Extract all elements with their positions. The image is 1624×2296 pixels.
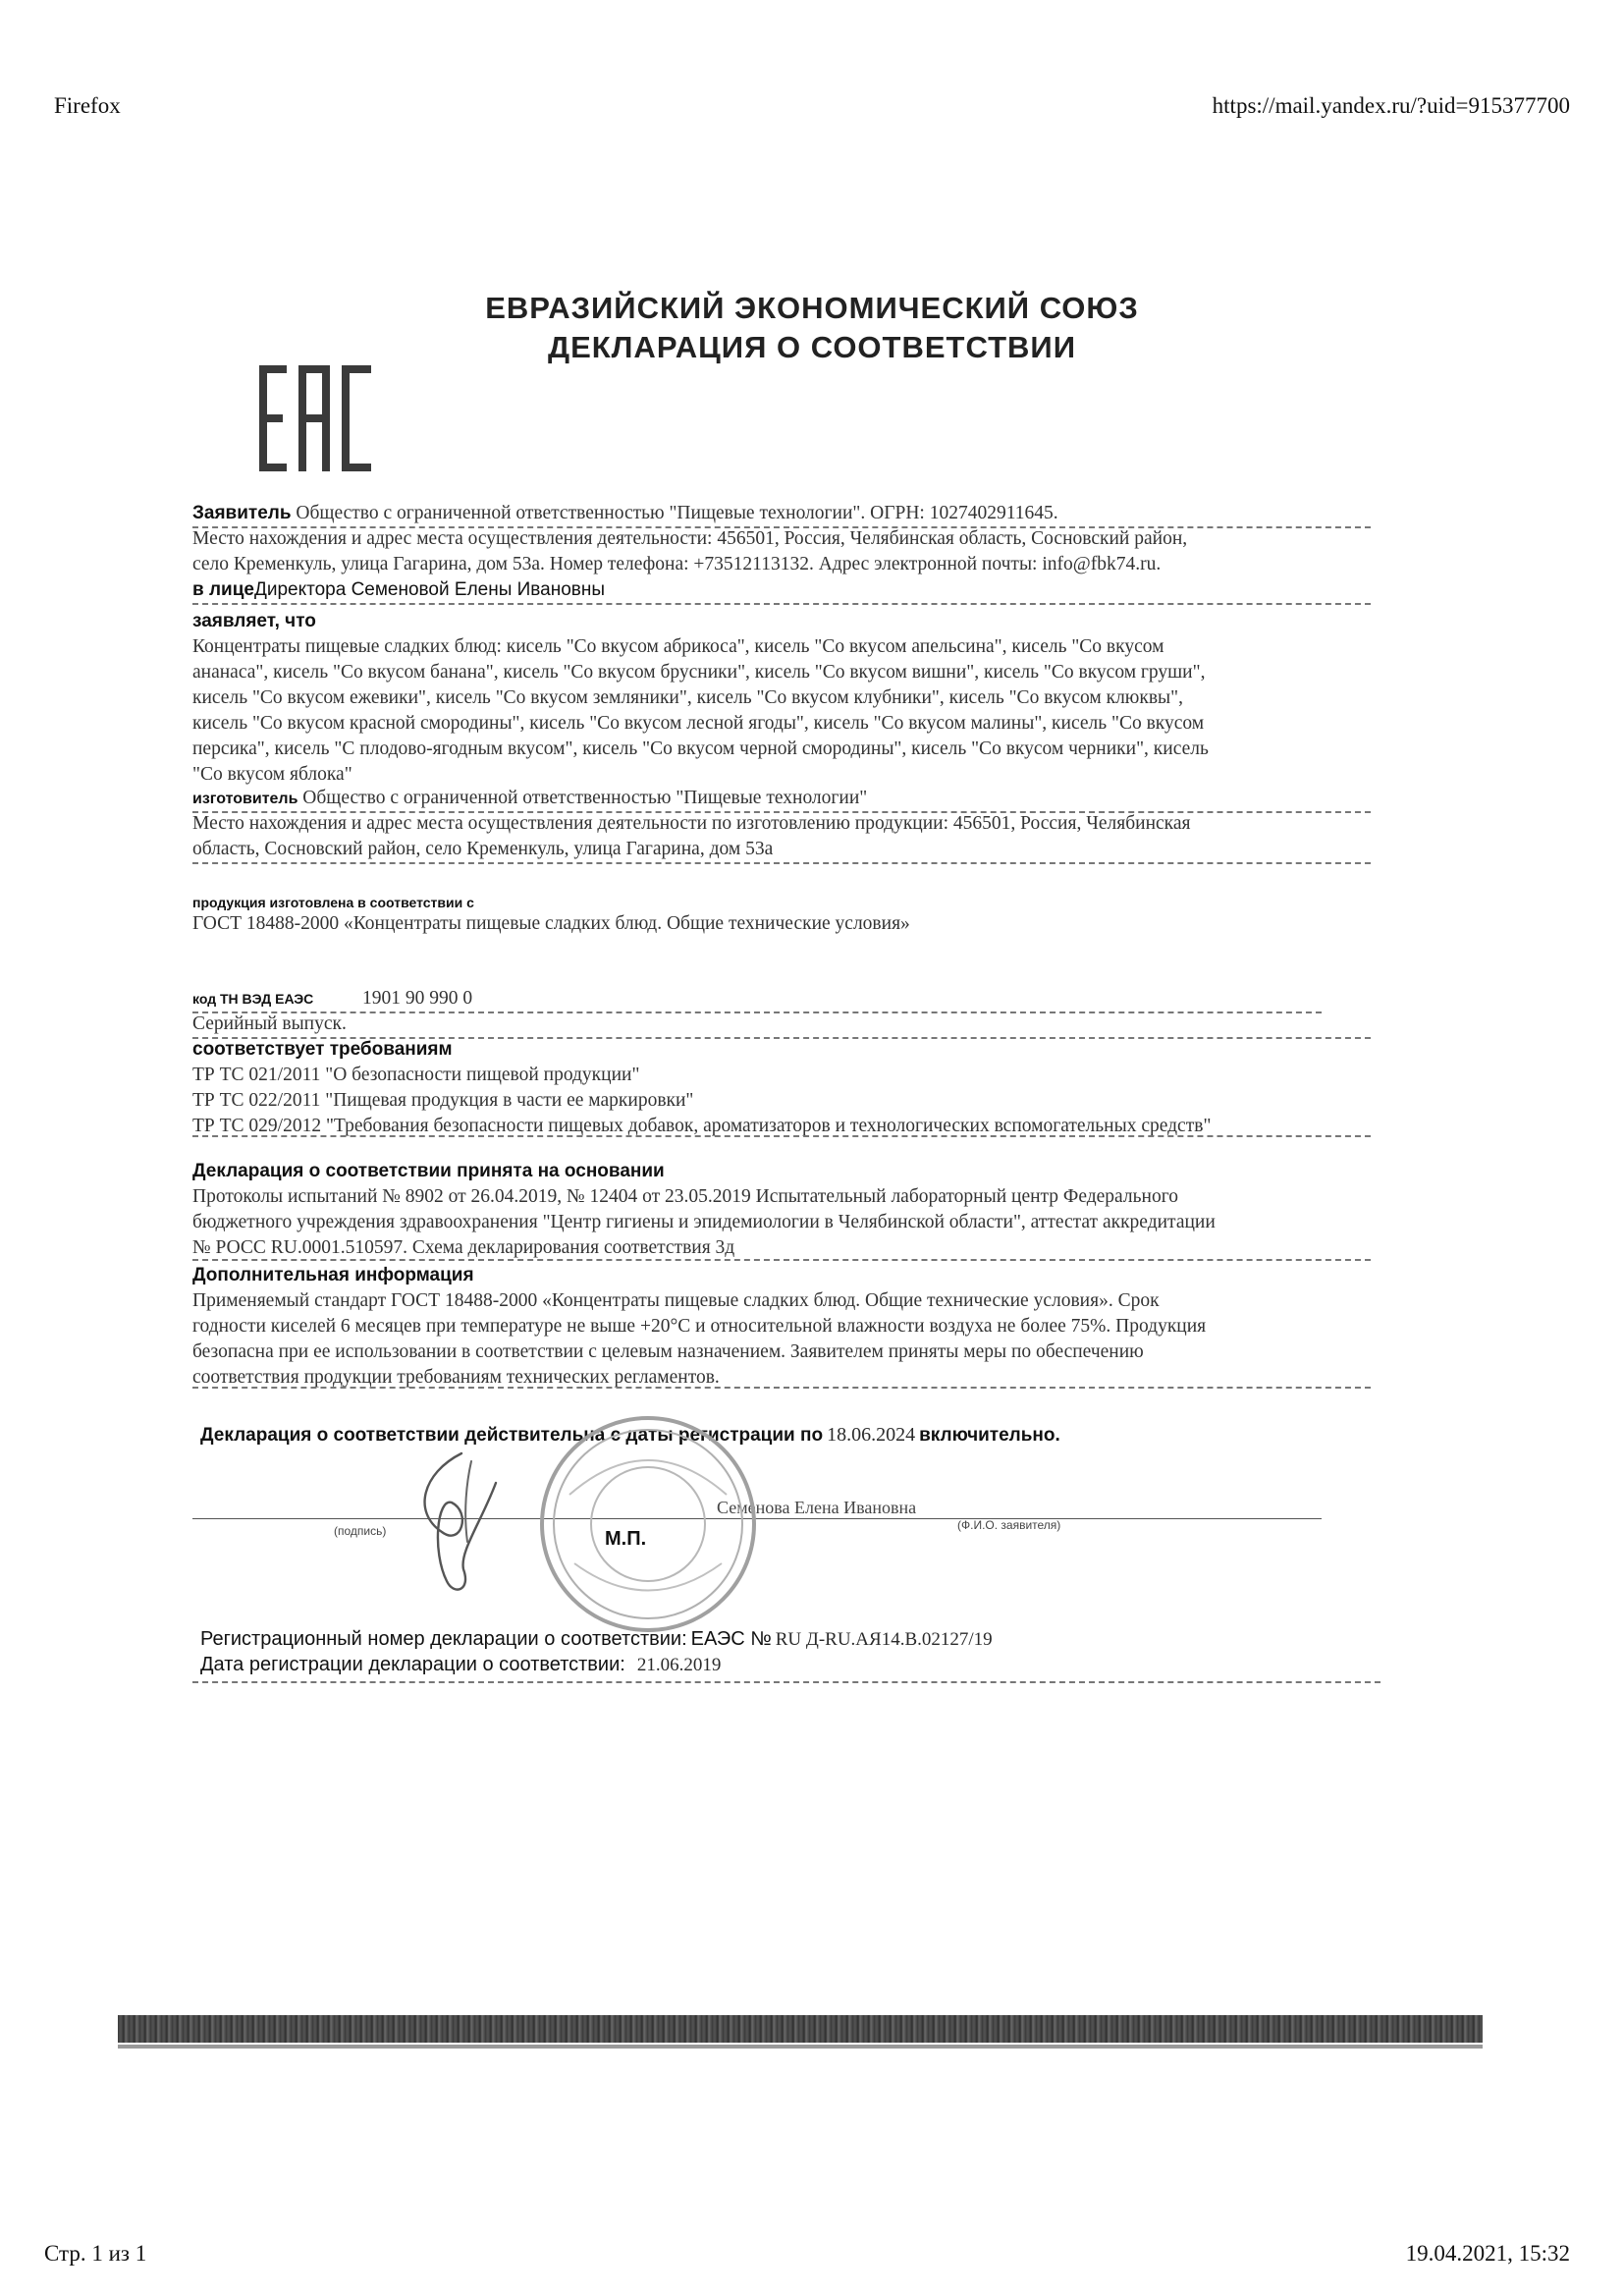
declares-label: заявляет, что — [192, 611, 316, 631]
person-label: в лице — [192, 579, 254, 600]
validity-prefix: Декларация о соответствии действительна с даты регистрации по — [200, 1425, 824, 1446]
registration-date-value: 21.06.2019 — [636, 1655, 722, 1675]
additional-underline — [192, 1387, 1371, 1389]
produced-standard: ГОСТ 18488-2000 «Концентраты пищевые сладких блюд. Общие технические условия» — [192, 913, 910, 934]
additional-section — [192, 1263, 1371, 1391]
regulation-line: ТР ТС 021/2011 "О безопасности пищевой продукции" — [192, 1065, 640, 1085]
browser-app-name: Firefox — [54, 93, 121, 118]
stamp-place-label: М.П. — [605, 1528, 647, 1550]
product-line: кисель "Со вкусом ежевики", кисель "Со вкусом земляники", кисель "Со вкусом клубники", кисель "Со вкусом клюквы", — [192, 687, 1183, 708]
manufacturer-address-line: область, Сосновский район, село Кременкуль, улица Гагарина, дом 53а — [192, 839, 774, 859]
basis-underline — [192, 1259, 1371, 1261]
applicant-section — [192, 501, 1371, 599]
product-line: персика", кисель "С плодово-ягодным вкусом", кисель "Со вкусом черной смородины", кисель "Со вкусом черники", кисель — [192, 738, 1209, 759]
regulation-line: ТР ТС 029/2012 "Требования безопасности пищевых добавок, ароматизаторов и технологических вспомогательных средств" — [192, 1116, 1212, 1136]
code-underline — [192, 1011, 1322, 1013]
validity-suffix: включительно. — [919, 1425, 1060, 1446]
validity-statement — [200, 1424, 1379, 1447]
manufacturer-label: изготовитель — [192, 791, 298, 807]
additional-line: безопасна при ее использовании в соответствии с целевым назначением. Заявителем приняты меры по обеспечению — [192, 1341, 1144, 1362]
scan-band-edge — [118, 2045, 1483, 2049]
handwritten-signature — [403, 1444, 511, 1611]
additional-line: годности киселей 6 месяцев при температуре не выше +20°С и относительной влажности воздуха не более 75%. Продукция — [192, 1316, 1207, 1337]
manufacturer-name: Общество с ограниченной ответственностью "Пищевые технологии" — [302, 788, 868, 808]
code-section — [192, 986, 1371, 1045]
registration-underline — [192, 1681, 1380, 1683]
basis-label: Декларация о соответствии принята на основании — [192, 1161, 665, 1181]
produced-section — [192, 890, 1371, 949]
additional-line: соответствия продукции требованиям технических регламентов. — [192, 1367, 720, 1388]
basis-section — [192, 1159, 1371, 1267]
applicant-address-line: Место нахождения и адрес места осуществления деятельности: 456501, Россия, Челябинская область, Сосновский район, — [192, 528, 1188, 549]
registration-number-row — [200, 1628, 1379, 1651]
page-indicator: Стр. 1 из 1 — [44, 2241, 147, 2266]
product-line: кисель "Со вкусом красной смородины", кисель "Со вкусом лесной ягоды", кисель "Со вкусом малины", кисель "Со вкусом — [192, 713, 1205, 734]
registration-number-prefix: ЕАЭС № — [690, 1628, 772, 1650]
scan-band — [118, 2015, 1483, 2043]
additional-label: Дополнительная информация — [192, 1265, 474, 1285]
signature-caption: (подпись) — [334, 1524, 387, 1538]
produced-label: продукция изготовлена в соответствии с — [192, 895, 474, 910]
manufacturer-underline — [192, 811, 1371, 813]
applicant-underline — [192, 526, 1371, 528]
document-title-declaration: ДЕКЛАРАЦИЯ О СООТВЕТСТВИИ — [548, 330, 1076, 364]
applicant-label: Заявитель — [192, 503, 292, 523]
additional-line: Применяемый стандарт ГОСТ 18488-2000 «Концентраты пищевые сладких блюд. Общие технические условия». Срок — [192, 1290, 1160, 1311]
regulation-line: ТР ТС 022/2011 "Пищевая продукция в части ее маркировки" — [192, 1090, 694, 1111]
code-label: код ТН ВЭД ЕАЭС — [192, 991, 314, 1007]
manufacturer-section — [192, 786, 1371, 864]
registration-number-value: RU Д-RU.АЯ14.В.02127/19 — [775, 1629, 993, 1650]
product-line: ананаса", кисель "Со вкусом банана", кисель "Со вкусом брусники", кисель "Со вкусом вишни", кисель "Со вкусом груши", — [192, 662, 1206, 683]
registration-date-row — [200, 1654, 1379, 1676]
name-caption: (Ф.И.О. заявителя) — [957, 1518, 1061, 1532]
manufacturer-address-line: Место нахождения и адрес места осуществления деятельности по изготовлению продукции: 456501, Россия, Челябинская — [192, 813, 1191, 834]
validity-date: 18.06.2024 — [827, 1424, 916, 1446]
manufacturer-address-underline — [192, 862, 1371, 864]
requirements-section — [192, 1037, 1371, 1145]
person-name: Директора Семеновой Елены Ивановны — [253, 579, 606, 600]
declares-section — [192, 609, 1371, 786]
person-underline — [192, 603, 1371, 605]
requirements-underline — [192, 1135, 1371, 1137]
print-datetime: 19.04.2021, 15:32 — [1405, 2241, 1570, 2266]
applicant-contacts-line: село Кременкуль, улица Гагарина, дом 53а. Номер телефона: +73512113132. Адрес электронной почты: info@fbk74.ru. — [192, 554, 1162, 574]
document-title-union: ЕВРАЗИЙСКИЙ ЭКОНОМИЧЕСКИЙ СОЮЗ — [485, 291, 1139, 325]
basis-line: № РОСС RU.0001.510597. Схема декларирования соответствия 3д — [192, 1237, 735, 1258]
requirements-label: соответствует требованиям — [192, 1039, 453, 1060]
product-line: Концентраты пищевые сладких блюд: кисель "Со вкусом абрикоса", кисель "Со вкусом апельсина", кисель "Со вкусом — [192, 636, 1164, 657]
basis-line: Протоколы испытаний № 8902 от 26.04.2019, № 12404 от 23.05.2019 Испытательный лабораторный центр Федерального — [192, 1186, 1178, 1207]
applicant-name: Общество с ограниченной ответственностью "Пищевые технологии". ОГРН: 1027402911645. — [296, 503, 1058, 523]
company-stamp — [530, 1406, 766, 1642]
page-url[interactable]: https://mail.yandex.ru/?uid=915377700 — [1212, 93, 1570, 118]
product-line: "Со вкусом яблока" — [192, 764, 352, 785]
signer-name: Семенова Елена Ивановна — [717, 1498, 917, 1517]
code-value: 1901 90 990 0 — [362, 988, 473, 1009]
registration-date-label: Дата регистрации декларации о соответствии: — [200, 1654, 625, 1675]
registration-number-label: Регистрационный номер декларации о соответствии: — [200, 1628, 687, 1650]
basis-line: бюджетного учреждения здравоохранения "Центр гигиены и эпидемиологии в Челябинской области", аттестат аккредитации — [192, 1212, 1216, 1232]
eac-logo — [257, 363, 373, 473]
serial-release: Серийный выпуск. — [192, 1013, 347, 1034]
